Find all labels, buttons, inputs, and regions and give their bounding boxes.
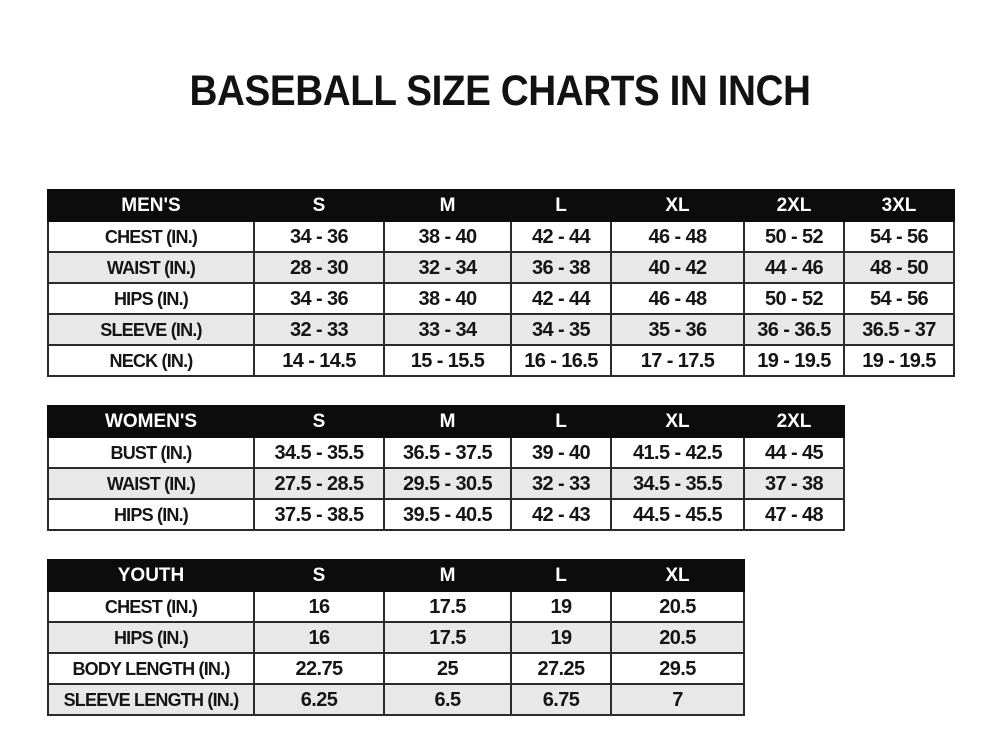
womens-table-row-0 [48,437,844,468]
size-value: 6.25 [254,684,384,715]
size-value: 37.5 - 38.5 [254,499,384,530]
size-value: 16 [254,622,384,653]
size-value: 50 - 52 [744,221,844,252]
size-value: 32 - 34 [384,252,511,283]
size-value: 47 - 48 [744,499,844,530]
youth-size-header-s: S [254,560,384,591]
size-value: 22.75 [254,653,384,684]
youth-header-row [48,560,744,591]
page-title: BASEBALL SIZE CHARTS IN INCH [189,67,811,115]
womens-table-row-2 [48,499,844,530]
measurement-label: WAIST (IN.) [48,252,254,283]
size-value: 14 - 14.5 [254,345,384,376]
size-value: 29.5 - 30.5 [384,468,511,499]
size-value: 20.5 [611,591,744,622]
measurement-label: BODY LENGTH (IN.) [48,653,254,684]
size-value: 54 - 56 [844,221,954,252]
size-value: 35 - 36 [611,314,744,345]
size-value: 33 - 34 [384,314,511,345]
size-value: 32 - 33 [511,468,611,499]
size-value: 38 - 40 [384,221,511,252]
size-value: 6.75 [511,684,611,715]
size-value: 48 - 50 [844,252,954,283]
size-value: 34 - 36 [254,283,384,314]
womens-table-row-1 [48,468,844,499]
measurement-label: HIPS (IN.) [48,283,254,314]
size-value: 38 - 40 [384,283,511,314]
size-value: 42 - 43 [511,499,611,530]
youth-size-header-l: L [511,560,611,591]
size-value: 27.5 - 28.5 [254,468,384,499]
size-value: 42 - 44 [511,283,611,314]
size-value: 19 [511,622,611,653]
size-value: 19 [511,591,611,622]
size-value: 41.5 - 42.5 [611,437,744,468]
mens-size-header-m: M [384,190,511,221]
youth-size-table [47,559,745,716]
measurement-label: HIPS (IN.) [48,499,254,530]
size-value: 44.5 - 45.5 [611,499,744,530]
mens-table-row-2 [48,283,954,314]
measurement-label: SLEEVE (IN.) [48,314,254,345]
size-value: 36.5 - 37 [844,314,954,345]
measurement-label: WAIST (IN.) [48,468,254,499]
measurement-label: CHEST (IN.) [48,591,254,622]
size-value: 46 - 48 [611,283,744,314]
mens-size-table [47,189,955,377]
size-value: 16 - 16.5 [511,345,611,376]
size-value: 36.5 - 37.5 [384,437,511,468]
womens-size-header-xl: XL [611,406,744,437]
size-value: 34.5 - 35.5 [254,437,384,468]
size-value: 20.5 [611,622,744,653]
size-value: 6.5 [384,684,511,715]
size-value: 16 [254,591,384,622]
youth-table-row-0 [48,591,744,622]
size-value: 34.5 - 35.5 [611,468,744,499]
mens-size-header-2xl: 2XL [744,190,844,221]
measurement-label: NECK (IN.) [48,345,254,376]
youth-table-row-1 [48,622,744,653]
size-chart-page [0,67,1000,752]
size-value: 37 - 38 [744,468,844,499]
youth-size-header-m: M [384,560,511,591]
measurement-label: HIPS (IN.) [48,622,254,653]
size-value: 28 - 30 [254,252,384,283]
size-value: 15 - 15.5 [384,345,511,376]
size-value: 19 - 19.5 [744,345,844,376]
size-value: 17 - 17.5 [611,345,744,376]
youth-table-row-2 [48,653,744,684]
mens-table-row-0 [48,221,954,252]
tables-container [0,189,1000,716]
youth-table-row-3 [48,684,744,715]
size-value: 46 - 48 [611,221,744,252]
youth-size-header-xl: XL [611,560,744,591]
size-value: 36 - 38 [511,252,611,283]
size-value: 7 [611,684,744,715]
womens-size-header-2xl: 2XL [744,406,844,437]
measurement-label: SLEEVE LENGTH (IN.) [48,684,254,715]
size-value: 36 - 36.5 [744,314,844,345]
womens-size-header-m: M [384,406,511,437]
size-value: 40 - 42 [611,252,744,283]
youth-group-label: YOUTH [48,560,254,591]
size-value: 19 - 19.5 [844,345,954,376]
mens-group-label: MEN'S [48,190,254,221]
mens-header-row [48,190,954,221]
mens-size-header-s: S [254,190,384,221]
mens-size-header-l: L [511,190,611,221]
size-value: 34 - 35 [511,314,611,345]
size-value: 44 - 46 [744,252,844,283]
womens-header-row [48,406,844,437]
size-value: 17.5 [384,591,511,622]
size-value: 25 [384,653,511,684]
mens-table-row-4 [48,345,954,376]
size-value: 39.5 - 40.5 [384,499,511,530]
size-value: 44 - 45 [744,437,844,468]
mens-table-row-3 [48,314,954,345]
size-value: 17.5 [384,622,511,653]
size-value: 34 - 36 [254,221,384,252]
size-value: 50 - 52 [744,283,844,314]
womens-group-label: WOMEN'S [48,406,254,437]
mens-table-row-1 [48,252,954,283]
mens-size-header-xl: XL [611,190,744,221]
womens-size-table [47,405,845,531]
size-value: 32 - 33 [254,314,384,345]
size-value: 42 - 44 [511,221,611,252]
size-value: 29.5 [611,653,744,684]
measurement-label: BUST (IN.) [48,437,254,468]
womens-size-header-s: S [254,406,384,437]
measurement-label: CHEST (IN.) [48,221,254,252]
size-value: 27.25 [511,653,611,684]
mens-size-header-3xl: 3XL [844,190,954,221]
womens-size-header-l: L [511,406,611,437]
size-value: 54 - 56 [844,283,954,314]
size-value: 39 - 40 [511,437,611,468]
